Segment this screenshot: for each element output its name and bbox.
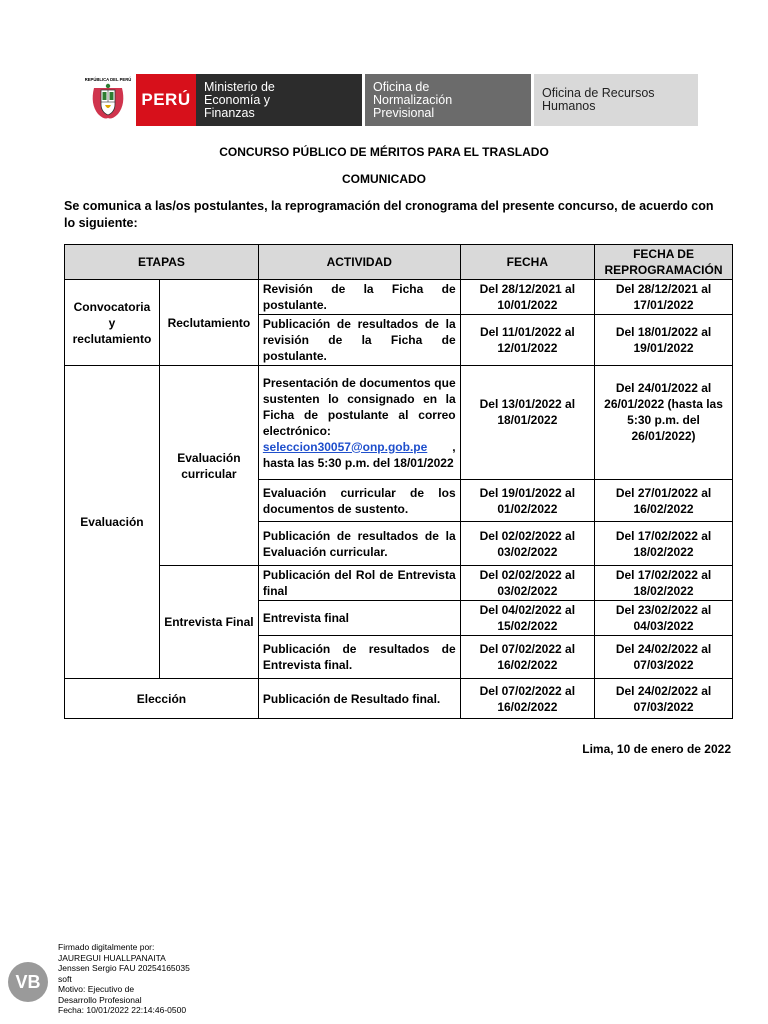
date-cell: Del 07/02/2022 al 16/02/2022 xyxy=(460,679,594,719)
activity-cell: Publicación de resultados de la revisión de la Ficha de postulante. xyxy=(258,315,460,366)
place-and-date: Lima, 10 de enero de 2022 xyxy=(582,742,731,756)
activity-cell: Evaluación curricular de los documentos de sustento. xyxy=(258,480,460,522)
table-row xyxy=(65,366,733,480)
activity-cell: Publicación de resultados de la Evaluación curricular. xyxy=(258,522,460,566)
activity-cell: Revisión de la Ficha de postulante. xyxy=(258,280,460,315)
mef-block xyxy=(196,74,362,126)
date-cell: Del 13/01/2022 al 18/01/2022 xyxy=(460,366,594,480)
peru-coat-of-arms-icon xyxy=(84,74,132,126)
reprog-date-cell: Del 24/02/2022 al 07/03/2022 xyxy=(595,636,733,679)
header-fecha: FECHA xyxy=(460,245,594,280)
stage-convocatoria: Convocatoria y reclutamiento xyxy=(65,280,160,366)
date-cell: Del 07/02/2022 al 16/02/2022 xyxy=(460,636,594,679)
activity-cell: Publicación de Resultado final. xyxy=(258,679,460,719)
letterhead xyxy=(84,74,700,126)
activity-cell: Publicación de resultados de Entrevista final. xyxy=(258,636,460,679)
substage-evaluacion-curricular: Evaluación curricular xyxy=(159,366,258,566)
activity-cell: Publicación del Rol de Entrevista final xyxy=(258,566,460,601)
date-cell: Del 11/01/2022 al 12/01/2022 xyxy=(460,315,594,366)
header-reprogramacion: FECHA DE REPROGRAMACIÓN xyxy=(595,245,733,280)
vb-stamp-icon: VB xyxy=(8,962,48,1002)
digital-signature-text: Firmado digitalmente por: JAUREGUI HUALLPANAITA Jenssen Sergio FAU 20254165035 soft Motivo: Ejecutivo de Desarrollo Profesional Fecha: 10/01/2022 22:14:46-0500 xyxy=(58,942,190,1015)
date-cell: Del 02/02/2022 al 03/02/2022 xyxy=(460,566,594,601)
reprog-date-cell: Del 24/02/2022 al 07/03/2022 xyxy=(595,679,733,719)
date-cell: Del 19/01/2022 al 01/02/2022 xyxy=(460,480,594,522)
stage-eleccion: Elección xyxy=(65,679,259,719)
rrhh-label: Oficina de Recursos Humanos xyxy=(542,86,655,113)
header-actividad: ACTIVIDAD xyxy=(258,245,460,280)
activity-cell xyxy=(258,366,460,480)
table-row xyxy=(65,566,733,601)
stage-evaluacion: Evaluación xyxy=(65,366,160,679)
mef-label: Ministerio de Economía y Finanzas xyxy=(204,79,275,120)
onp-label: Oficina de Normalización Previsional xyxy=(373,79,453,120)
intro-paragraph: Se comunica a las/os postulantes, la reprogramación del cronograma del presente concurso, de acuerdo con lo siguiente: xyxy=(64,199,714,230)
table-row xyxy=(65,679,733,719)
reprog-date-cell: Del 27/01/2022 al 16/02/2022 xyxy=(595,480,733,522)
document-title: CONCURSO PÚBLICO DE MÉRITOS PARA EL TRASLADO xyxy=(219,145,549,159)
reprog-date-cell: Del 18/01/2022 al 19/01/2022 xyxy=(595,315,733,366)
svg-text:REPÚBLICA DEL PERÚ: REPÚBLICA DEL PERÚ xyxy=(84,77,132,82)
rrhh-block xyxy=(534,74,698,126)
onp-block xyxy=(365,74,531,126)
substage-reclutamiento: Reclutamiento xyxy=(159,280,258,366)
date-cell: Del 02/02/2022 al 03/02/2022 xyxy=(460,522,594,566)
reprog-date-cell: Del 28/12/2021 al 17/01/2022 xyxy=(595,280,733,315)
reprog-date-cell: Del 23/02/2022 al 04/03/2022 xyxy=(595,601,733,636)
schedule-table xyxy=(64,244,733,719)
table-header-row xyxy=(65,245,733,280)
header-etapas: ETAPAS xyxy=(65,245,259,280)
substage-entrevista-final: Entrevista Final xyxy=(159,566,258,679)
date-cell: Del 04/02/2022 al 15/02/2022 xyxy=(460,601,594,636)
activity-cell: Entrevista final xyxy=(258,601,460,636)
reprog-date-cell: Del 17/02/2022 al 18/02/2022 xyxy=(595,522,733,566)
document-subtitle: COMUNICADO xyxy=(342,172,426,186)
activity-text: Presentación de documentos que sustenten lo consignado en la Ficha de postulante al correo electrónico: xyxy=(262,375,456,438)
table-row xyxy=(65,280,733,315)
reprog-date-cell: Del 24/01/2022 al 26/01/2022 (hasta las 5:30 p.m. del 26/01/2022) xyxy=(595,366,733,480)
peru-brand: PERÚ xyxy=(136,74,196,126)
email-link[interactable]: seleccion30057@onp.gob.pe xyxy=(262,439,428,454)
date-cell: Del 28/12/2021 al 10/01/2022 xyxy=(460,280,594,315)
activity-text: , hasta las 5:30 p.m. del 18/01/2022 xyxy=(262,439,456,470)
reprog-date-cell: Del 17/02/2022 al 18/02/2022 xyxy=(595,566,733,601)
